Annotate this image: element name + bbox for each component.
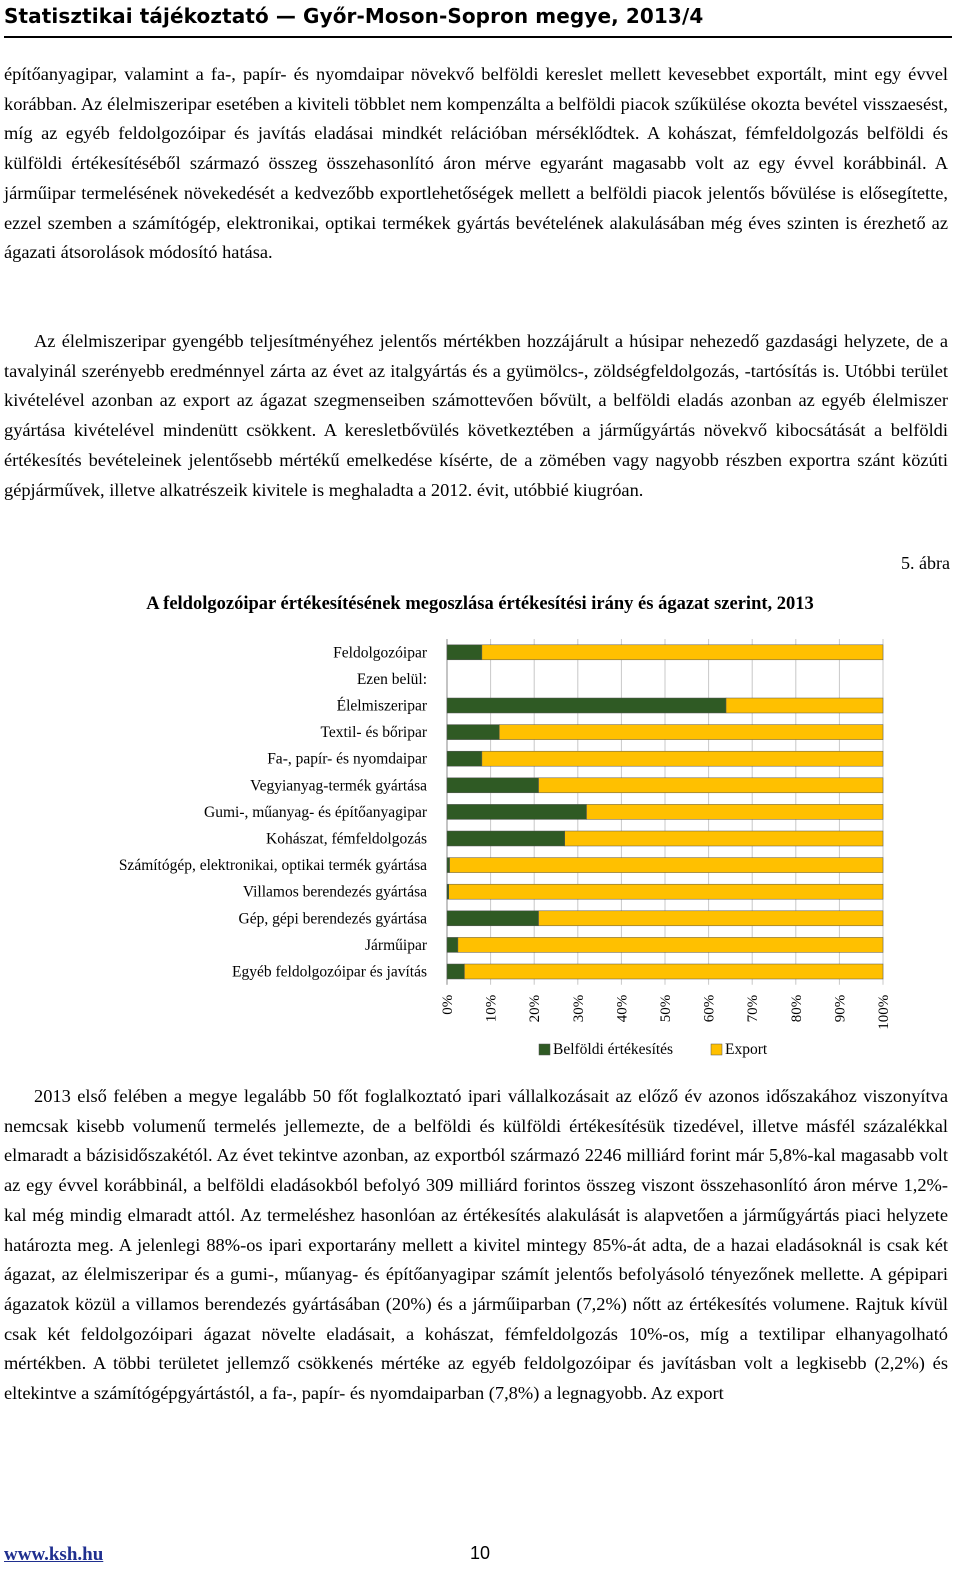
bar-export bbox=[726, 698, 883, 713]
category-label: Gumi-, műanyag- és építőanyagipar bbox=[204, 803, 427, 821]
category-label: Textil- és bőripar bbox=[320, 724, 427, 742]
bar-domestic bbox=[447, 911, 539, 926]
header-title: Statisztikai tájékoztató — Győr-Moson-Sopron megye, 2013/4 bbox=[4, 4, 704, 28]
bar-export bbox=[499, 725, 883, 740]
bar-domestic bbox=[447, 698, 726, 713]
paragraph-2: Az élelmiszeripar gyengébb teljesítményéhez jelentős mértékben hozzájárult a húsipar nehezedő gazdasági helyzete, de a tavalyinál szerényebb eredménnyel zárta az évet az italgyártás és a gyümölcs-, zöldségfeldolgozás, -tartósítás is. Utóbbi terület kivételével azonban az export az ágazat szegmenseiben számottevően bővült, a belföldi eladás azonban az egyéb élelmiszer gyártása kivételével mindenütt csökkent. A keresletbővülés következtében a járműgyártás növekvő kibocsátását a belföldi értékesítés bevételeinek jelentősebb mértékű emelkedése kísérte, de a zömében vagy nagyobb részben exportra szánt közúti gépjárművek, illetve alkatrészeik kivitele is meghaladta a 2012. évit, utóbbié kiugróan. bbox=[4, 331, 948, 500]
chart-legend bbox=[539, 1041, 768, 1058]
category-label: Élelmiszeripar bbox=[336, 697, 427, 715]
category-label: Járműipar bbox=[365, 936, 427, 954]
header-rule bbox=[4, 36, 952, 38]
bar-domestic bbox=[447, 884, 449, 899]
figure-title: A feldolgozóipar értékesítésének megoszlása értékesítési irány és ágazat szerint, 2013 bbox=[146, 594, 814, 614]
category-label: Fa-, papír- és nyomdaipar bbox=[267, 750, 427, 768]
bar-domestic bbox=[447, 725, 499, 740]
category-label: Egyéb feldolgozóipar és javítás bbox=[232, 963, 427, 981]
bar-export bbox=[539, 911, 883, 926]
category-label: Kohászat, fémfeldolgozás bbox=[266, 830, 427, 848]
chart-x-ticks bbox=[440, 995, 892, 1030]
bar-domestic bbox=[447, 804, 587, 819]
legend-label: Belföldi értékesítés bbox=[553, 1041, 674, 1058]
paragraph-3: 2013 első felében a megye legalább 50 főt foglalkoztató ipari vállalkozásait az előző év azonos időszakához viszonyítva nemcsak kisebb volumenű termelés jellemezte, de a belföldi és külföldi értékesítésük tizedével, illetve másfél százalékkal elmaradt a bázisidőszakétól. Az évet tekintve azonban, az exportból származó 2246 milliárd forint már 5,8%-kal magasabb volt az egy évvel korábbinál, a belföldi eladásokból befolyó 309 milliárd forintos összeg viszont összehasonlító áron mérve 1,2%-kal még mindig elmaradt attól. Az termeléshez hasonlóan az értékesítés alakulását is alapvetően a járműgyártás piaci helyzete határozta meg. A jelenlegi 88%-os ipari exportarány mellett a kivitel mintegy 85%-át adta, de a hazai eladásoknál is csak két ágazat, az élelmiszeripar és a gumi-, műanyag- és építőanyagipar számít jelentős befolyásoló tényezőnek mellette. A gépipari ágazatok közül a villamos berendezés gyártásában (20%) és a járműiparban (7,2%) nőtt az értékesítés volumene. Rajtuk kívül csak két feldolgozóipari ágazat növelte eladásait, a kohászat, fémfeldolgozás 10%-os, míg a textilipar elhanyagolható mértékben. A többi területet jellemző csökkenés mértéke az egyéb feldolgozóipar és javításban volt a legkisebb (2,2%) és eltekintve a számítógépgyártástól, a fa-, papír- és nyomdaiparban (7,8%) a legnagyobb. Az export bbox=[4, 1086, 948, 1404]
x-tick-label: 50% bbox=[658, 994, 674, 1023]
bar-domestic bbox=[447, 964, 464, 979]
x-tick-label: 90% bbox=[832, 994, 849, 1023]
bar-export bbox=[482, 645, 883, 660]
bar-export bbox=[449, 884, 883, 899]
legend-label: Export bbox=[725, 1041, 768, 1058]
x-tick-label: 20% bbox=[527, 994, 544, 1023]
bar-domestic bbox=[447, 751, 482, 766]
bar-domestic bbox=[447, 778, 539, 793]
chart-category-labels bbox=[119, 644, 428, 980]
x-tick-label: 70% bbox=[745, 994, 762, 1023]
bar-domestic bbox=[447, 645, 482, 660]
bar-export bbox=[539, 778, 883, 793]
category-label: Vegyianyag-termék gyártása bbox=[250, 777, 427, 795]
page-header bbox=[4, 2, 952, 46]
bar-domestic bbox=[447, 937, 458, 952]
paragraph-1: építőanyagipar, valamint a fa-, papír- és nyomdaipar növekvő belföldi kereslet mellett kevesebbet exportált, mint egy évvel korábban. Az élelmiszeripar esetében a kiviteli többlet nem kompenzálta a belföldi piacok szűkülése okozta bevétel visszaesést, míg az egyéb feldolgozóipar és javítás eladásai mindkét relációban mérséklődtek. A kohászat, fémfeldolgozás belföldi és külföldi értékesítéséből származó összeg összehasonlító áron mérve egyaránt magasabb volt az egy évvel korábbinál. A járműipar termelésének növekedését a kedvezőbb exportlehetőségek mellett a belföldi piacok jelentős bővülése is elősegítette, ezzel szemben a számítógép, elektronikai, optikai termékek gyártás bevételének alakulásában még éves szinten is érezhető az ágazati átsorolások módosító hatása. bbox=[4, 64, 948, 263]
footer-website-link[interactable]: www.ksh.hu bbox=[4, 1544, 104, 1565]
x-tick-label: 30% bbox=[570, 994, 587, 1023]
bar-export bbox=[565, 831, 883, 846]
bar-chart bbox=[0, 626, 960, 1076]
bar-export bbox=[458, 937, 883, 952]
category-label: Villamos berendezés gyártása bbox=[242, 883, 427, 901]
x-tick-label: 60% bbox=[701, 994, 718, 1023]
x-tick-label: 0% bbox=[440, 994, 456, 1015]
bar-domestic bbox=[447, 831, 565, 846]
x-tick-label: 10% bbox=[483, 994, 500, 1023]
category-label: Ezen belül: bbox=[356, 670, 427, 688]
category-label: Feldolgozóipar bbox=[333, 644, 427, 662]
x-tick-label: 40% bbox=[614, 994, 631, 1023]
category-label: Számítógép, elektronikai, optikai termék gyártása bbox=[118, 857, 427, 875]
x-tick-label: 80% bbox=[788, 994, 805, 1023]
x-tick-label: 100% bbox=[876, 994, 892, 1030]
bar-domestic bbox=[447, 858, 450, 873]
bar-export bbox=[587, 804, 883, 819]
legend-swatch-domestic bbox=[539, 1044, 550, 1055]
legend-swatch-export bbox=[711, 1044, 722, 1055]
category-label: Gép, gépi berendezés gyártása bbox=[238, 910, 427, 928]
bar-export bbox=[450, 858, 883, 873]
page-number: 10 bbox=[469, 1543, 491, 1563]
bar-export bbox=[482, 751, 883, 766]
bar-export bbox=[464, 964, 883, 979]
figure-label: 5. ábra bbox=[901, 553, 950, 573]
